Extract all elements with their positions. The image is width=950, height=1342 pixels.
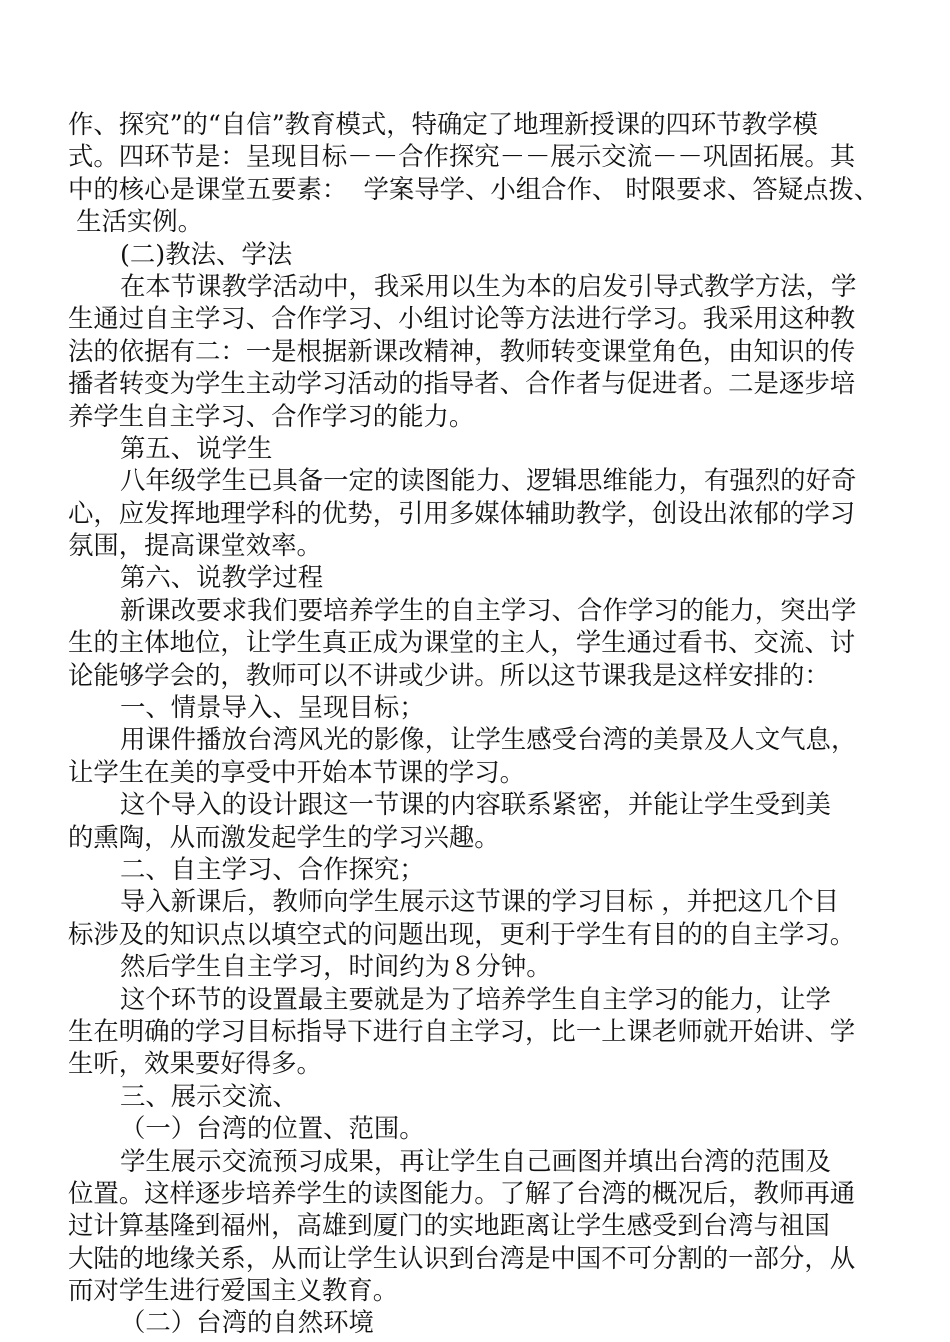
text-line: 用课件播放台湾风光的影像，让学生感受台湾的美景及人文气息， [120, 724, 857, 755]
text-line: 生活实例。 [68, 206, 204, 237]
text-line: 标涉及的知识点以填空式的问题出现，更利于学生有目的的自主学习。 [68, 918, 856, 949]
section-heading: (二)教法、学法 [120, 238, 293, 269]
text-line: 式。四环节是：呈现目标－－合作探究－－展示交流－－巩固拓展。其 [68, 141, 856, 172]
section-heading: 一、情景导入、呈现目标； [120, 692, 425, 723]
text-line: 然后学生自主学习，时间约为８分钟。 [120, 951, 552, 982]
section-heading: 第五、说学生 [120, 432, 273, 463]
text-line: 生听，效果要好得多。 [68, 1048, 322, 1079]
subsection-heading: （二）台湾的自然环境 [120, 1307, 374, 1338]
text-line: 生在明确的学习目标指导下进行自主学习，比一上课老师就开始讲、学 [68, 1015, 856, 1046]
text-line: 导入新课后，教师向学生展示这节课的学习目标 ，并把这几个目 [120, 886, 840, 917]
text-line: 中的核心是课堂五要素： 学案导学、小组合作、 时限要求、答疑点拨、 [68, 173, 880, 204]
text-line: 养学生自主学习、合作学习的能力。 [68, 400, 475, 431]
text-line: 论能够学会的，教师可以不讲或少讲。所以这节课我是这样安排的： [68, 659, 830, 690]
text-line: 这个环节的设置最主要就是为了培养学生自主学习的能力，让学 [120, 983, 831, 1014]
text-line: 大陆的地缘关系，从而让学生认识到台湾是中国不可分割的一部分，从 [68, 1242, 856, 1273]
subsection-heading: （一）台湾的位置、范围。 [120, 1113, 425, 1144]
text-line: 在本节课教学活动中，我采用以生为本的启发引导式教学方法，学 [120, 270, 857, 301]
text-line: 生通过自主学习、合作学习、小组讨论等方法进行学习。我采用这种教 [68, 303, 856, 334]
text-line: 这个导入的设计跟这一节课的内容联系紧密，并能让学生受到美 [120, 789, 831, 820]
text-line: 作、探究”的“自信”教育模式，特确定了地理新授课的四环节教学模 [68, 109, 818, 139]
text-line: 氛围，提高课堂效率。 [68, 530, 322, 561]
section-heading: 第六、说教学过程 [120, 562, 324, 593]
text-line: 的熏陶，从而激发起学生的学习兴趣。 [68, 821, 500, 852]
section-heading: 三、展示交流、 [120, 1080, 298, 1111]
text-line: 生的主体地位，让学生真正成为课堂的主人，学生通过看书、交流、讨 [68, 627, 856, 658]
text-line: 让学生在美的享受中开始本节课的学习。 [68, 756, 526, 787]
document-body [68, 108, 880, 1339]
text-line: 位置。这样逐步培养学生的读图能力。了解了台湾的概况后，教师再通 [68, 1177, 856, 1208]
text-line: 八年级学生已具备一定的读图能力、逻辑思维能力，有强烈的好奇 [120, 465, 857, 496]
text-line: 过计算基隆到福州，高雄到厦门的实地距离让学生感受到台湾与祖国 [68, 1210, 830, 1241]
text-line: 学生展示交流预习成果，再让学生自己画图并填出台湾的范围及 [120, 1145, 831, 1176]
text-line: 播者转变为学生主动学习活动的指导者、合作者与促进者。二是逐步培 [68, 368, 856, 399]
text-line: 法的依据有二：一是根据新课改精神，教师转变课堂角色，由知识的传 [68, 335, 856, 366]
text-line: 心，应发挥地理学科的优势，引用多媒体辅助教学，创设出浓郁的学习 [68, 497, 856, 528]
text-line: 新课改要求我们要培养学生的自主学习、合作学习的能力，突出学 [120, 594, 857, 625]
text-line: 而对学生进行爱国主义教育。 [68, 1275, 399, 1306]
section-heading: 二、自主学习、合作探究； [120, 853, 425, 884]
